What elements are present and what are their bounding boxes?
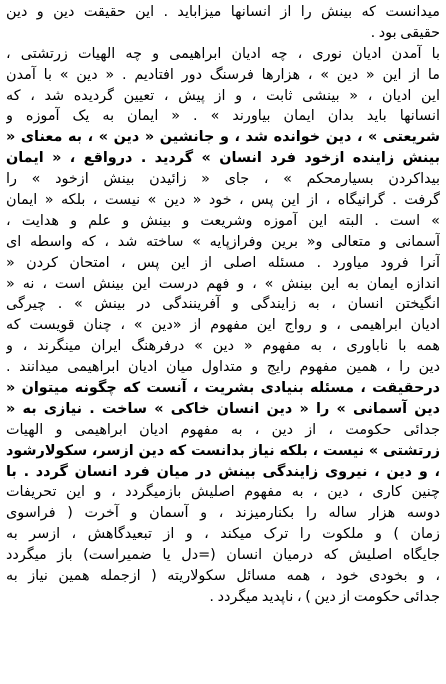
text-line: با آمدن ادیان نوری ، چه ادیان ابراهیمی و چه الهیات زرتشتی ،	[6, 45, 440, 62]
text-line: جدائی حکومت ، از دین ، به مفهوم ادیان ابراهیمی و الهیات	[6, 421, 440, 438]
text-line: چنین کاری ، دین ، به مفهوم اصلیش بازمیگردد ، و این تحریفات	[6, 484, 440, 501]
text-line: ، و دین ، نیروی زایندگی بینش در میان فرد انسان گردد . با	[6, 463, 440, 480]
text-line: شریعتی » ، دین خوانده شد ، و جانشین « دین » ، به معنای «	[6, 129, 440, 146]
text-line: آسمانی و متعالی و« برین وفرازپایه » ساخته شد ، که واسطه ای	[6, 233, 440, 250]
text-line: انسانها باید بدان ایمان بیاورند » . « ایمان به یک آموزه و	[6, 108, 440, 125]
document-body	[6, 2, 440, 608]
text-line: دین را ، همین مفهوم رایج و متداول میان ادیان ابراهیمی میدانند .	[6, 359, 440, 376]
text-line: جایگاه اصلیش که درمیان انسان (=دل یا ضمیراست) باز میگردد	[6, 547, 440, 564]
text-line: میدانست که بینش را از انسانها میزاباید . این حقیقت دین و دین	[6, 4, 440, 20]
text-line: ، و بخودی خود ، همه مسائل سکولاریته ( ازجمله همین نیاز به	[6, 568, 440, 585]
text-line: » است . البته این آموزه وشریعت و بینش و علم و هدایت ،	[6, 212, 440, 229]
text-line: جدائی حکومت از دین ) ، ناپدید میگردد .	[209, 588, 440, 605]
text-line: ادیان ابراهیمی ، و رواج این مفهوم از «دین » ، چنان قویست که	[6, 317, 440, 334]
text-line: همه با ناباوری ، به مفهوم « دین » درفرهنگ ایران مینگرند ، و	[6, 338, 440, 355]
text-line: بیداکردن بسیارمحکم » ، جای « زائیدن بینش ازخود » را	[6, 171, 440, 188]
text-line: دوسه هزار ساله را بکنارمیزند ، و آسمان و آخرت ( فراسوی	[6, 505, 440, 522]
text-line: زمان ) و ملکوت را ترک میکند ، و از تبعیدگاهش ، ازسر به	[6, 526, 440, 543]
text-line: آنرا فرود میاورد . مسئله اصلی از این پس ، امتحان کردن «	[6, 254, 440, 271]
text-line: دین آسمانی » را « دین انسان خاکی » ساخت . نیازی به «	[6, 400, 440, 417]
text-line: انگیختن انسان ، به زایندگی و آفرینندگی در بینش » . چیرگی	[6, 296, 440, 313]
text-line: اندازه ایمان به این بینش » ، و فهم درست این بینش است ، نه «	[6, 275, 440, 292]
text-line: گرفت . گرانیگاه ، از این پس ، خود « دین » نیست ، بلکه « ایمان	[6, 192, 440, 209]
text-line: ما از این « دین » ، هزارها فرسنگ دور افتادیم . « دین » با آمدن	[6, 66, 440, 83]
text-line: حقیقی بود .	[370, 24, 440, 41]
text-line: زرتشتی » نیست ، بلکه نیاز بدانست که دین ازسر، سکولارشود	[6, 442, 440, 459]
text-line: درحقیقت ، مسئله بنیادی بشریت ، آنست که چگونه میتوان «	[6, 380, 440, 397]
text-line: بینش زاینده ازخود فرد انسان » گردید . درواقع ، « ایمان	[6, 150, 440, 167]
text-line: این ادیان ، « بینشی ثابت ، و از پیش ، تعیین گردیده شد ، که	[6, 87, 440, 104]
